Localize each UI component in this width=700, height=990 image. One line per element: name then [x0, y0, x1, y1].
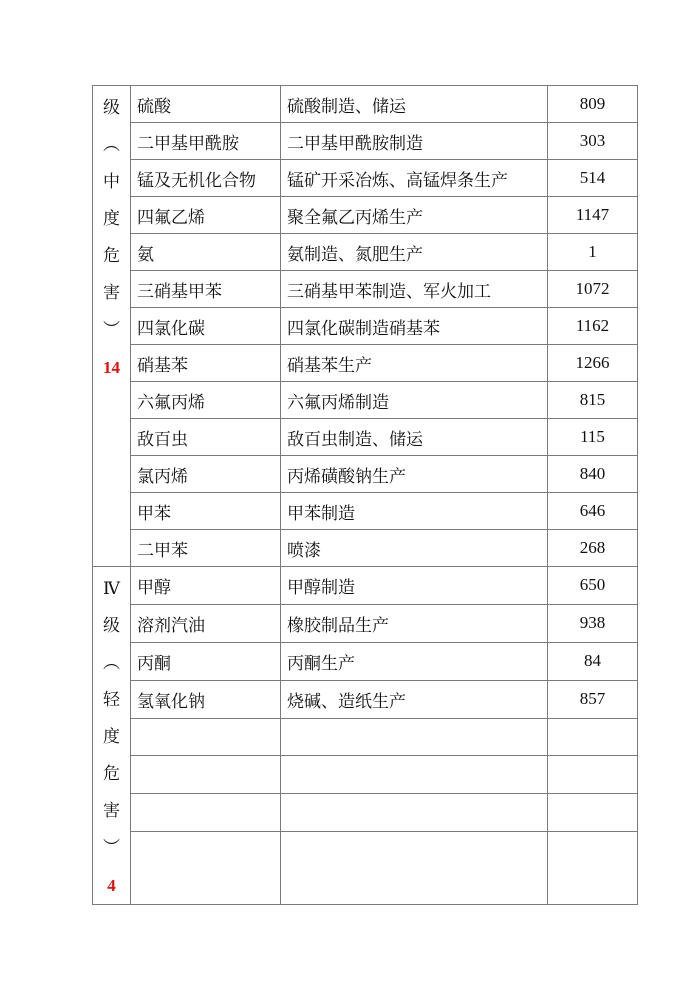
code-number: 840: [548, 456, 638, 493]
substance-name: 甲醇: [131, 567, 281, 605]
substance-name: 丙酮: [131, 642, 281, 680]
code-number: 809: [548, 86, 638, 123]
industry-use: 聚全氟乙丙烯生产: [281, 197, 548, 234]
table-row: [93, 308, 638, 345]
table-row: [93, 382, 638, 419]
level-char: 危: [103, 246, 120, 266]
level-char: ︵: [103, 135, 120, 155]
level-char: ︵: [103, 653, 120, 673]
industry-use: 丙酮生产: [281, 642, 548, 680]
code-number: 938: [548, 604, 638, 642]
substance-name: 硫酸: [131, 86, 281, 123]
substance-name: 溶剂汽油: [131, 604, 281, 642]
table-row: [93, 567, 638, 605]
level-char: ︶: [103, 838, 120, 858]
substance-name: 二甲基甲酰胺: [131, 123, 281, 160]
table-row: [93, 680, 638, 718]
table-row: [93, 123, 638, 160]
substance-name: 氢氧化钠: [131, 680, 281, 718]
industry-use: 氨制造、氮肥生产: [281, 234, 548, 271]
substance-name: 四氯化碳: [131, 308, 281, 345]
industry-use: 四氯化碳制造硝基苯: [281, 308, 548, 345]
substance-name: 氯丙烯: [131, 456, 281, 493]
code-number: 1: [548, 234, 638, 271]
level-char: 害: [103, 283, 120, 303]
level-char: 度: [103, 727, 120, 747]
substance-name: 敌百虫: [131, 419, 281, 456]
code-number: 815: [548, 382, 638, 419]
level-char: 害: [103, 801, 120, 821]
table-row: [93, 530, 638, 567]
table-row-empty: [93, 832, 638, 905]
empty-cell: [281, 718, 548, 756]
code-number: 857: [548, 680, 638, 718]
code-number: 303: [548, 123, 638, 160]
substance-name: 锰及无机化合物: [131, 160, 281, 197]
table-row: [93, 604, 638, 642]
empty-cell: [131, 756, 281, 794]
empty-cell: [548, 832, 638, 905]
industry-use: 甲醇制造: [281, 567, 548, 605]
substance-name: 三硝基甲苯: [131, 271, 281, 308]
level-cell-light: [93, 567, 131, 905]
code-number: 646: [548, 493, 638, 530]
empty-cell: [281, 794, 548, 832]
table-row: [93, 197, 638, 234]
industry-use: 六氟丙烯制造: [281, 382, 548, 419]
industry-use: 橡胶制品生产: [281, 604, 548, 642]
code-number: 268: [548, 530, 638, 567]
table-body: [93, 86, 638, 905]
industry-use: 敌百虫制造、储运: [281, 419, 548, 456]
empty-cell: [548, 718, 638, 756]
level-char: 度: [103, 209, 120, 229]
industry-use: 甲苯制造: [281, 493, 548, 530]
code-number: 1162: [548, 308, 638, 345]
substance-name: 硝基苯: [131, 345, 281, 382]
level-count: 4: [107, 876, 116, 895]
substance-name: 氨: [131, 234, 281, 271]
substance-name: 六氟丙烯: [131, 382, 281, 419]
level-char: 轻: [103, 690, 120, 710]
table-row: [93, 493, 638, 530]
empty-cell: [131, 718, 281, 756]
level-count: 14: [103, 358, 120, 377]
table-row: [93, 160, 638, 197]
empty-cell: [281, 756, 548, 794]
industry-use: 硫酸制造、储运: [281, 86, 548, 123]
substance-name: 甲苯: [131, 493, 281, 530]
hazard-table: [92, 85, 638, 905]
table-row: [93, 456, 638, 493]
table-row: [93, 642, 638, 680]
empty-cell: [548, 756, 638, 794]
code-number: 1266: [548, 345, 638, 382]
level-char: 级: [103, 98, 120, 118]
table-row-empty: [93, 756, 638, 794]
code-number: 514: [548, 160, 638, 197]
empty-cell: [548, 794, 638, 832]
level-char: Ⅳ: [103, 579, 120, 599]
code-number: 84: [548, 642, 638, 680]
industry-use: 丙烯磺酸钠生产: [281, 456, 548, 493]
level-char: 级: [103, 616, 120, 636]
table-row: [93, 345, 638, 382]
level-char: 危: [103, 764, 120, 784]
table-row-empty: [93, 718, 638, 756]
code-number: 650: [548, 567, 638, 605]
level-char: ︶: [103, 320, 120, 340]
table-row: [93, 234, 638, 271]
code-number: 1072: [548, 271, 638, 308]
table-row-empty: [93, 794, 638, 832]
code-number: 1147: [548, 197, 638, 234]
empty-cell: [131, 832, 281, 905]
table-row: [93, 419, 638, 456]
industry-use: 喷漆: [281, 530, 548, 567]
industry-use: 二甲基甲酰胺制造: [281, 123, 548, 160]
substance-name: 二甲苯: [131, 530, 281, 567]
industry-use: 锰矿开采冶炼、高锰焊条生产: [281, 160, 548, 197]
empty-cell: [131, 794, 281, 832]
code-number: 115: [548, 419, 638, 456]
industry-use: 硝基苯生产: [281, 345, 548, 382]
level-cell-moderate: [93, 86, 131, 567]
industry-use: 三硝基甲苯制造、军火加工: [281, 271, 548, 308]
level-char: 中: [103, 172, 120, 192]
table-row: [93, 86, 638, 123]
empty-cell: [281, 832, 548, 905]
substance-name: 四氟乙烯: [131, 197, 281, 234]
industry-use: 烧碱、造纸生产: [281, 680, 548, 718]
table-row: [93, 271, 638, 308]
